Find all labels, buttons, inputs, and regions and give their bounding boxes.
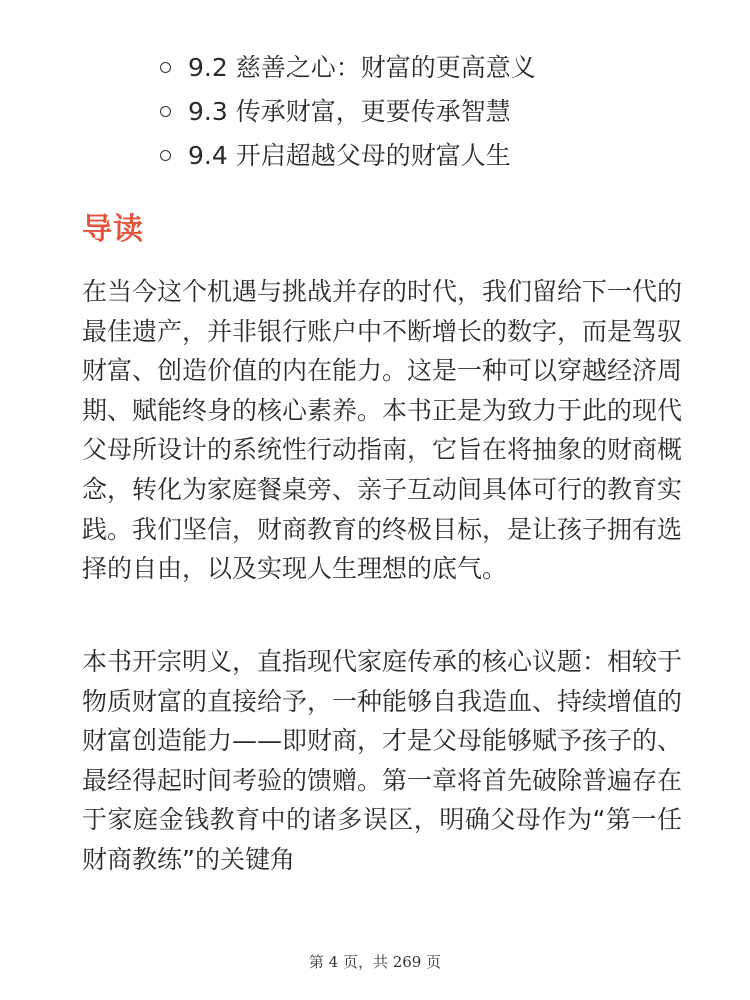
toc-item[interactable] bbox=[0, 46, 750, 90]
page-number-footer: 第 4 页，共 269 页 bbox=[308, 953, 442, 971]
hollow-circle-bullet-icon bbox=[160, 150, 171, 161]
toc-item-label: 9.2 慈善之心：财富的更高意义 bbox=[188, 53, 536, 82]
body-paragraph: 本书开宗明义，直指现代家庭传承的核心议题：相较于物质财富的直接给予，一种能够自我造血、持续增值的财富创造能力——即财商，才是父母能够赋予孩子的、最经得起时间考验的馈赠。第一章将首先破除普遍存在于家庭金钱教育中的诸多误区，明确父母作为“第一任财商教练”的关键角 bbox=[82, 647, 683, 874]
section-heading: 导读 bbox=[82, 212, 144, 247]
body-paragraph: 在当今这个机遇与挑战并存的时代，我们留给下一代的最佳遗产，并非银行账户中不断增长的数字，而是驾驭财富、创造价值的内在能力。这是一种可以穿越经济周期、赋能终身的核心素养。本书正是为致力于此的现代父母所设计的系统性行动指南，它旨在将抽象的财商概念，转化为家庭餐桌旁、亲子互动间具体可行的教育实践。我们坚信，财商教育的终极目标，是让孩子拥有选择的自由，以及实现人生理想的底气。 bbox=[82, 277, 683, 584]
hollow-circle-bullet-icon bbox=[160, 62, 171, 73]
toc-item[interactable] bbox=[0, 90, 750, 134]
toc-item-label: 9.3 传承财富，更要传承智慧 bbox=[188, 97, 511, 126]
table-of-contents-list bbox=[0, 46, 750, 178]
hollow-circle-bullet-icon bbox=[160, 106, 171, 117]
toc-item[interactable] bbox=[0, 134, 750, 178]
toc-item-label: 9.4 开启超越父母的财富人生 bbox=[188, 141, 511, 170]
